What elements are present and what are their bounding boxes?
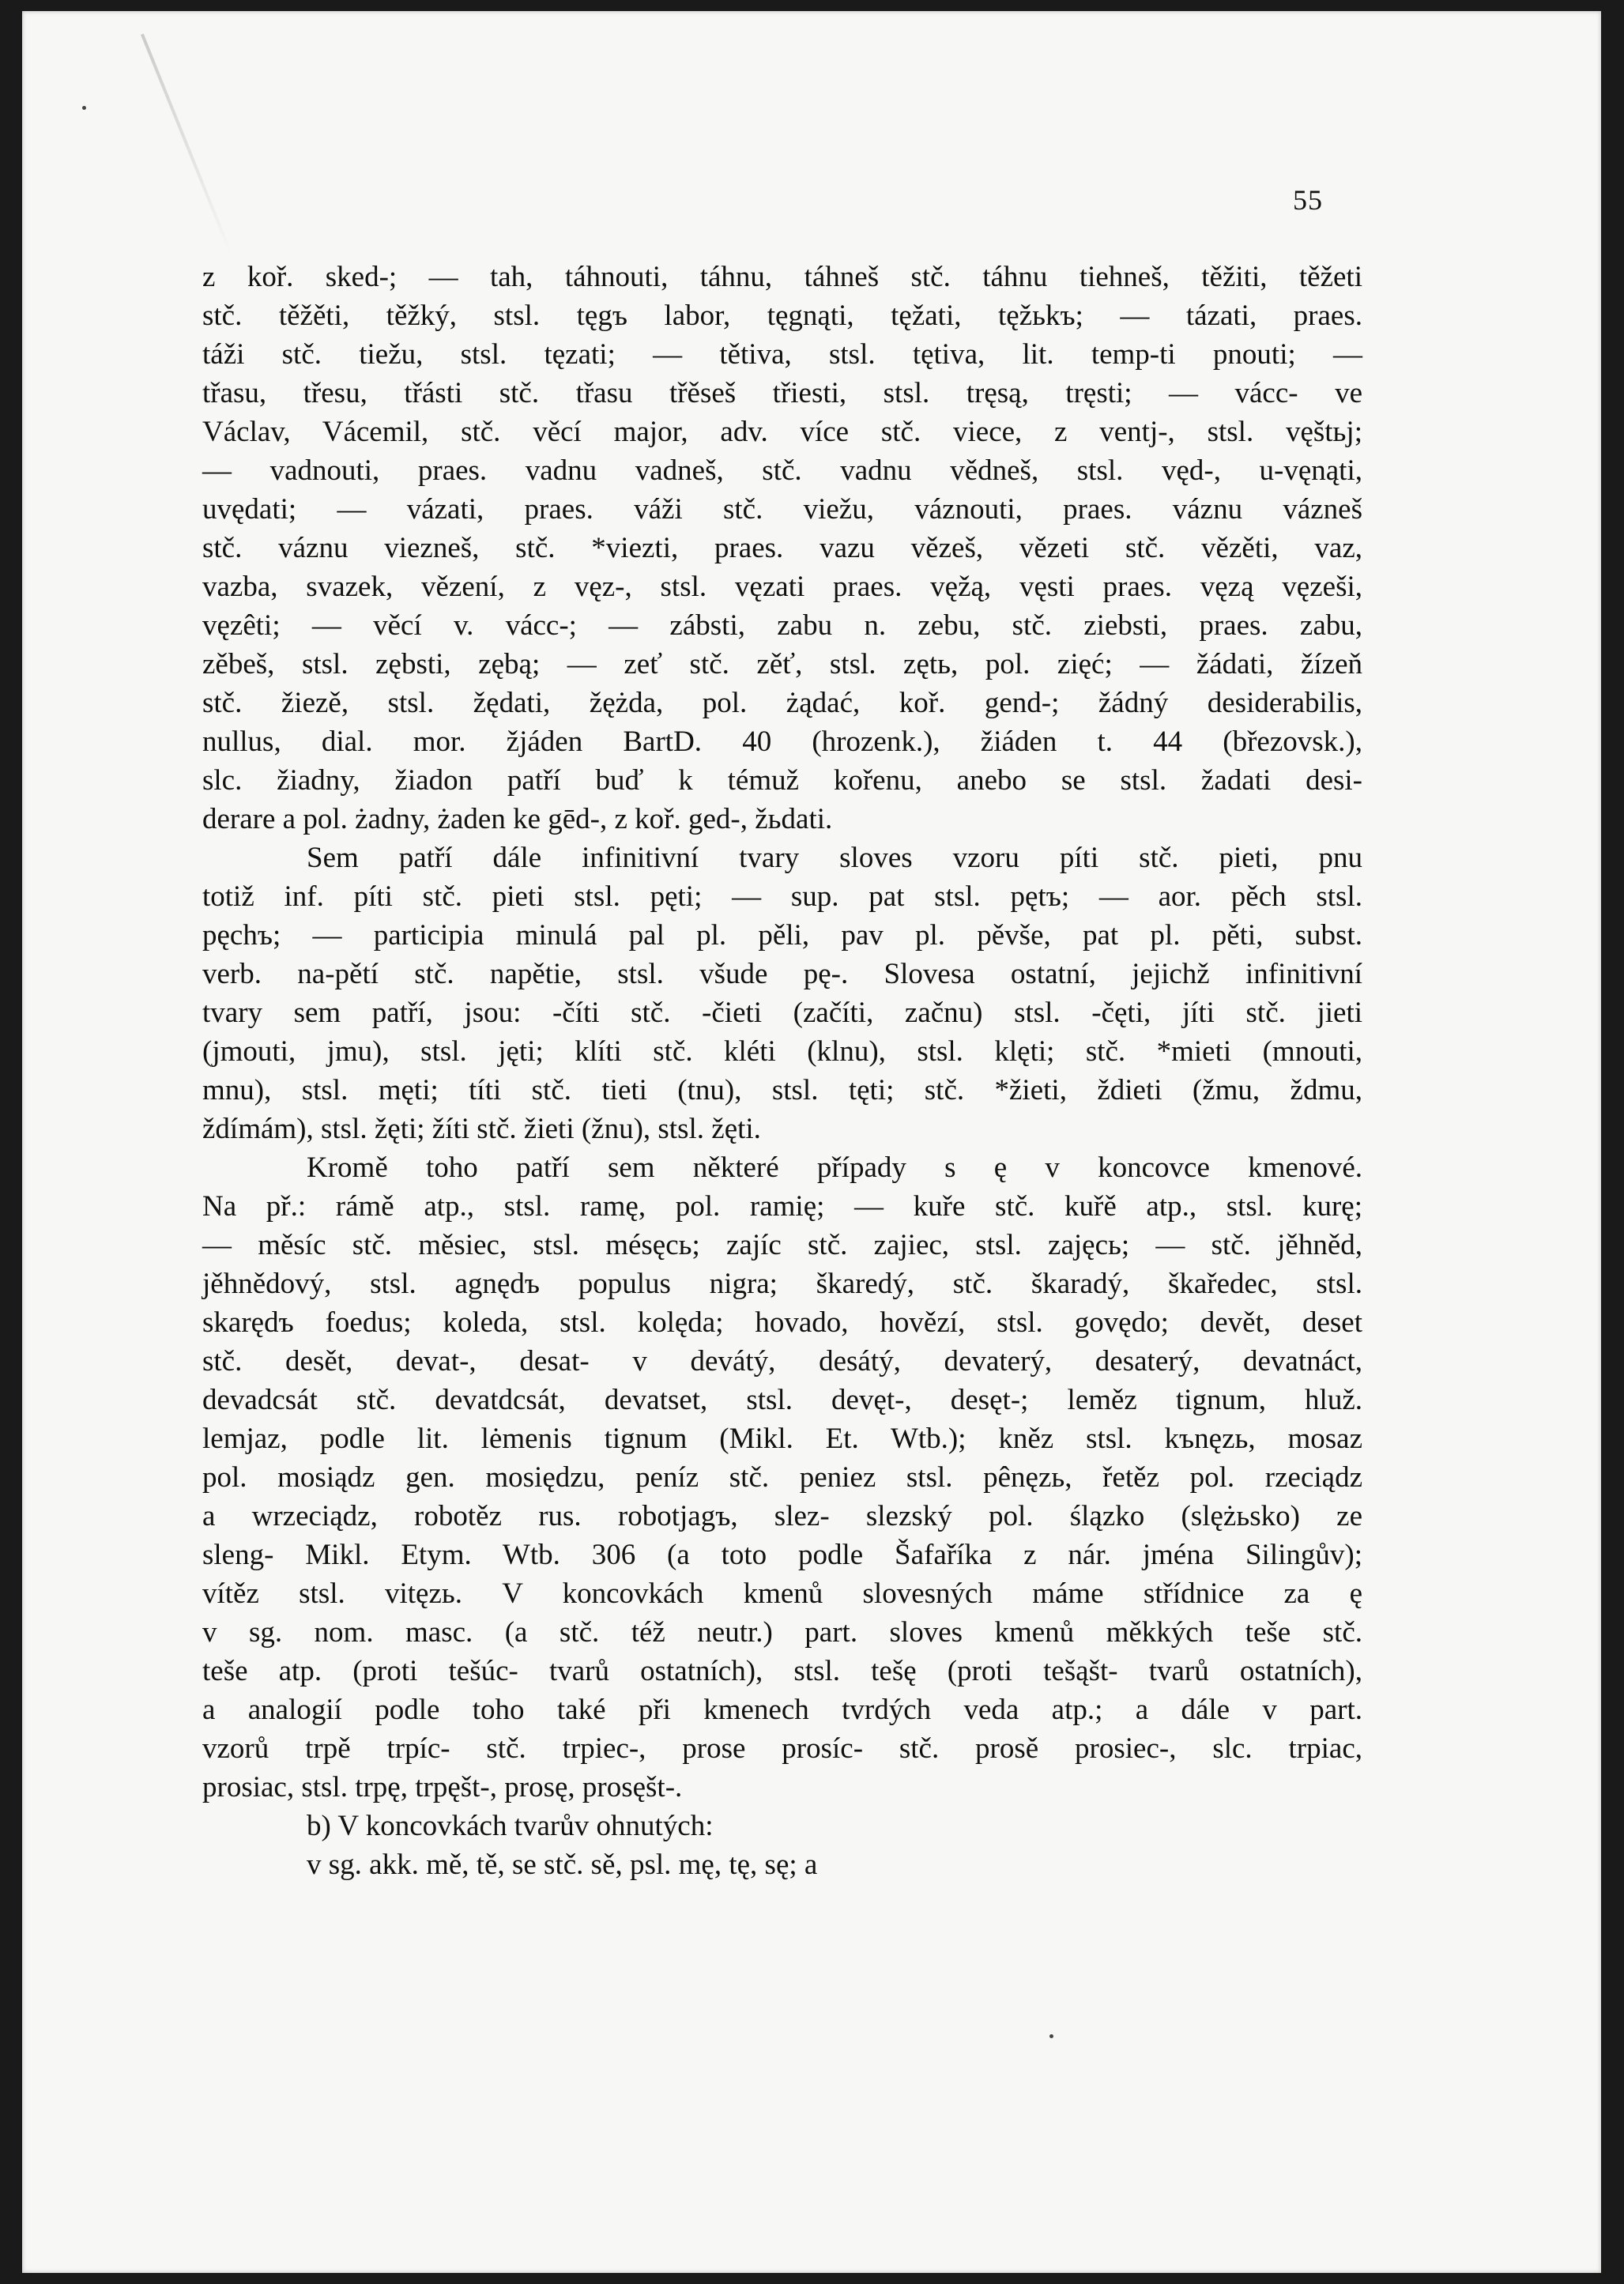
text-line: vęzêti; — věcí v. vácc-; — zábsti, zabu n. zebu, stč. ziebsti, praes. zabu, bbox=[202, 609, 1362, 642]
text-line: třasu, třesu, třásti stč. třasu třěseš třiesti, stsl. tręsą, tręsti; — vácc- ve bbox=[202, 377, 1362, 409]
text-line: uvędati; — vázati, praes. váži stč. viežu, váznouti, praes. váznu vázneš bbox=[202, 493, 1362, 526]
paragraph-start-line: Sem patří dále infinitivní tvary sloves vzoru píti stč. pieti, pnu bbox=[307, 842, 1362, 874]
speck-mark bbox=[82, 106, 86, 110]
text-line: teše atp. (proti tešúc- tvarů ostatních), stsl. tešę (proti tešąšt- tvarů ostatních), bbox=[202, 1655, 1362, 1687]
text-line: slc. žiadny, žiadon patří buď k témuž kořenu, anebo se stsl. žadati desi- bbox=[202, 764, 1362, 797]
page-number: 55 bbox=[1293, 184, 1323, 216]
body-text bbox=[202, 258, 1362, 1884]
text-line: stč. desět, devat-, desat- v devátý, desátý, devaterý, desaterý, devatnáct, bbox=[202, 1345, 1362, 1378]
paragraph-start-line: Kromě toho patří sem některé případy s ę v koncovce kmenové. bbox=[307, 1151, 1362, 1184]
text-line: z koř. sked-; — tah, táhnouti, táhnu, táhneš stč. táhnu tiehneš, těžiti, těžeti bbox=[202, 261, 1362, 293]
text-line: skarędъ foedus; koleda, stsl. kolęda; hovado, hovězí, stsl. govędo; devět, deset bbox=[202, 1306, 1362, 1339]
text-line: mnu), stsl. męti; títi stč. tieti (tnu), stsl. tęti; stč. *žieti, ždieti (žmu, ždmu, bbox=[202, 1074, 1362, 1106]
text-line: a wrzeciądz, robotěz rus. robotjagъ, slez- slezský pol. ślązko (slężьsko) ze bbox=[202, 1500, 1362, 1532]
scanned-page bbox=[22, 11, 1601, 2273]
text-line: totiž inf. píti stč. pieti stsl. pęti; — sup. pat stsl. pętъ; — aor. pěch stsl. bbox=[202, 880, 1362, 913]
text-line: tvary sem patří, jsou: -číti stč. -čieti (začíti, začnu) stsl. -čęti, jíti stč. jieti bbox=[202, 997, 1362, 1029]
text-line: stč. žiezě, stsl. žędati, žężda, pol. żądać, koř. gend-; žádný desiderabilis, bbox=[202, 687, 1362, 719]
text-line: pol. mosiądz gen. mosiędzu, peníz stč. peniez stsl. pênęzь, řetěz pol. rzeciądz bbox=[202, 1461, 1362, 1494]
speck-mark bbox=[1049, 2034, 1053, 2038]
text-line: verb. na-pětí stč. napětie, stsl. všude pę-. Slovesa ostatní, jejichž infinitivní bbox=[202, 958, 1362, 990]
text-line: — vadnouti, praes. vadnu vadneš, stč. vadnu vědneš, stsl. vęd-, u-vęnąti, bbox=[202, 454, 1362, 487]
page-edge-shadow bbox=[141, 34, 232, 255]
text-line: v sg. akk. mě, tě, se stč. sě, psl. mę, tę, sę; a bbox=[307, 1849, 818, 1881]
text-line: táži stč. tiežu, stsl. tęzati; — tětiva, stsl. tętiva, lit. temp-ti pnouti; — bbox=[202, 338, 1362, 371]
text-line: stč. těžěti, těžký, stsl. tęgъ labor, tęgnąti, tęžati, tęžьkъ; — tázati, praes. bbox=[202, 300, 1362, 332]
text-line: — měsíc stč. měsiec, stsl. mésęcь; zajíc stč. zajiec, stsl. zajęcь; — stč. jěhněd, bbox=[202, 1229, 1362, 1261]
text-line: stč. váznu viezneš, stč. *viezti, praes. vazu vězeš, vězeti stč. vězěti, vaz, bbox=[202, 532, 1362, 564]
text-line: v sg. nom. masc. (a stč. též neutr.) part. sloves kmenů měkkých teše stč. bbox=[202, 1616, 1362, 1649]
text-line: vzorů trpě trpíc- stč. trpiec-, prose prosíc- stč. prosě prosiec-, slc. trpiac, bbox=[202, 1732, 1362, 1765]
text-line: vazba, svazek, vězení, z vęz-, stsl. vęzati praes. vęžą, vęsti praes. vęzą vęzeši, bbox=[202, 571, 1362, 603]
text-line: Václav, Vácemil, stč. věcí major, adv. více stč. viece, z ventj-, stsl. vęštьj; bbox=[202, 416, 1362, 448]
text-line: zěbeš, stsl. zębsti, zębą; — zeť stč. zěť, stsl. zętь, pol. zięć; — žádati, žízeň bbox=[202, 648, 1362, 680]
text-line: ždímám), stsl. žęti; žíti stč. žieti (žnu), stsl. žęti. bbox=[202, 1113, 761, 1145]
text-line: prosiac, stsl. trpę, trpęšt-, prosę, prosęšt-. bbox=[202, 1771, 683, 1803]
text-line: a analogií podle toho také při kmenech tvrdých veda atp.; a dále v part. bbox=[202, 1694, 1362, 1726]
text-line: derare a pol. żadny, żaden ke gēd-, z koř. ged-, žьdati. bbox=[202, 803, 833, 835]
text-line: pęchъ; — participia minulá pal pl. pěli, pav pl. pěvše, pat pl. pěti, subst. bbox=[202, 919, 1362, 952]
text-line: vítěz stsl. vitęzь. V koncovkách kmenů slovesných máme střídnice za ę bbox=[202, 1577, 1362, 1610]
text-line: lemjaz, podle lit. lėmenis tignum (Mikl. Et. Wtb.); kněz stsl. kъnęzь, mosaz bbox=[202, 1423, 1362, 1455]
text-line: (jmouti, jmu), stsl. jęti; klíti stč. kléti (klnu), stsl. klęti; stč. *mieti (mnouti, bbox=[202, 1035, 1362, 1068]
subsection-heading: b) V koncovkách tvarův ohnutých: bbox=[307, 1810, 714, 1842]
text-line: Na př.: rámě atp., stsl. ramę, pol. ramię; — kuře stč. kuřě atp., stsl. kurę; bbox=[202, 1190, 1362, 1223]
text-line: devadcsát stč. devatdcsát, devatset, stsl. devęt-, desęt-; leměz tignum, hluž. bbox=[202, 1384, 1362, 1416]
text-line: nullus, dial. mor. žjáden BartD. 40 (hrozenk.), žiáden t. 44 (březovsk.), bbox=[202, 726, 1362, 758]
text-line: jěhnědový, stsl. agnędъ populus nigra; škaredý, stč. škaradý, škaředec, stsl. bbox=[202, 1268, 1362, 1300]
text-line: sleng- Mikl. Etym. Wtb. 306 (a toto podle Šafaříka z nár. jména Silingův); bbox=[202, 1539, 1362, 1571]
